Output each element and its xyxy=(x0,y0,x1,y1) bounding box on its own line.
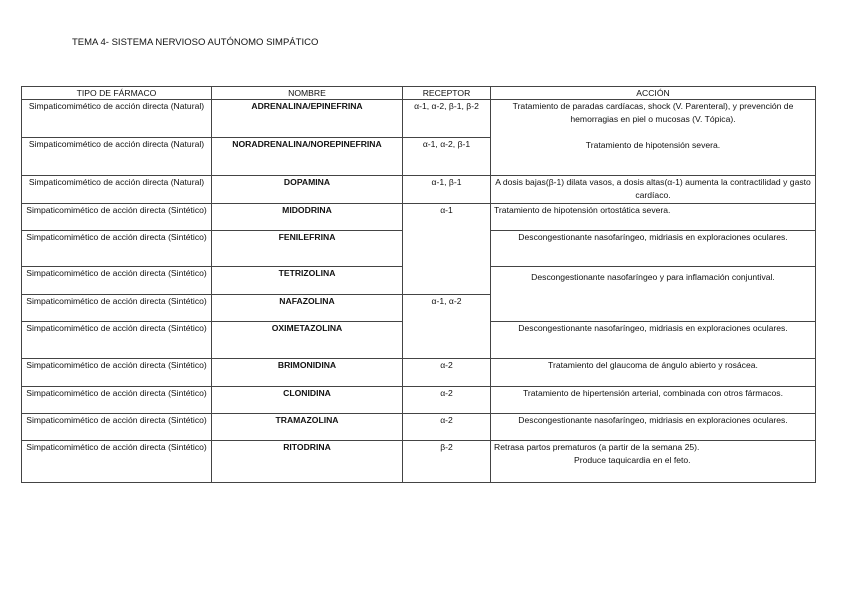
table-header-row xyxy=(22,87,816,100)
table-row xyxy=(22,100,816,138)
cell-tipo: Simpaticomimético de acción directa (Natural) xyxy=(22,138,212,176)
cell-receptor: α-2 xyxy=(403,414,491,441)
cell-nombre: OXIMETAZOLINA xyxy=(212,322,403,359)
cell-nombre: NORADRENALINA/NOREPINEFRINA xyxy=(212,138,403,176)
cell-tipo: Simpaticomimético de acción directa (Sintético) xyxy=(22,267,212,295)
header-tipo: TIPO DE FÁRMACO xyxy=(22,87,212,100)
cell-tipo: Simpaticomimético de acción directa (Sintético) xyxy=(22,231,212,267)
cell-accion: Descongestionante nasofaríngeo, midriasis en exploraciones oculares. xyxy=(491,414,816,441)
table-row xyxy=(22,387,816,414)
cell-nombre: FENILEFRINA xyxy=(212,231,403,267)
cell-nombre: TRAMAZOLINA xyxy=(212,414,403,441)
cell-accion: Descongestionante nasofaríngeo, midriasis en exploraciones oculares. xyxy=(491,231,816,267)
cell-accion xyxy=(491,100,816,176)
cell-tipo: Simpaticomimético de acción directa (Sintético) xyxy=(22,387,212,414)
cell-accion: Descongestionante nasofaríngeo, midriasis en exploraciones oculares. xyxy=(491,322,816,359)
cell-nombre: CLONIDINA xyxy=(212,387,403,414)
cell-tipo: Simpaticomimético de acción directa (Sintético) xyxy=(22,359,212,387)
cell-receptor: α-1 xyxy=(403,204,491,295)
cell-tipo: Simpaticomimético de acción directa (Natural) xyxy=(22,100,212,138)
cell-receptor: α-1, α-2 xyxy=(403,295,491,359)
cell-tipo: Simpaticomimético de acción directa (Sintético) xyxy=(22,322,212,359)
document-title: TEMA 4- SISTEMA NERVIOSO AUTÓNOMO SIMPÁTICO xyxy=(72,37,319,48)
accion-text: Tratamiento de hipotensión severa. xyxy=(585,140,721,150)
cell-tipo: Simpaticomimético de acción directa (Sintético) xyxy=(22,204,212,231)
table-row xyxy=(22,176,816,204)
table-row xyxy=(22,204,816,231)
header-receptor: RECEPTOR xyxy=(403,87,491,100)
cell-tipo: Simpaticomimético de acción directa (Sintético) xyxy=(22,414,212,441)
cell-tipo: Simpaticomimético de acción directa (Natural) xyxy=(22,176,212,204)
accion-text: Tratamiento de paradas cardíacas, shock (V. Parenteral), y prevención de hemorragias en piel o mucosas (V. Tópica). xyxy=(512,101,794,124)
cell-accion: Tratamiento del glaucoma de ángulo abierto y rosácea. xyxy=(491,359,816,387)
cell-nombre: NAFAZOLINA xyxy=(212,295,403,322)
accion-text: Produce taquicardia en el feto. xyxy=(574,455,691,465)
drug-table xyxy=(21,86,816,483)
cell-accion: Tratamiento de hipertensión arterial, combinada con otros fármacos. xyxy=(491,387,816,414)
header-accion: ACCIÓN xyxy=(491,87,816,100)
cell-accion: Tratamiento de hipotensión ortostática severa. xyxy=(491,204,816,231)
cell-nombre: DOPAMINA xyxy=(212,176,403,204)
accion-text: Retrasa partos prematuros (a partir de la semana 25). xyxy=(494,442,700,452)
cell-receptor: α-1, α-2, β-1, β-2 xyxy=(403,100,491,138)
table-row xyxy=(22,414,816,441)
cell-accion: Descongestionante nasofaríngeo y para inflamación conjuntival. xyxy=(491,267,816,322)
cell-receptor: α-2 xyxy=(403,387,491,414)
table-row xyxy=(22,359,816,387)
table-row xyxy=(22,441,816,483)
cell-accion xyxy=(491,441,816,483)
cell-accion: A dosis bajas(β-1) dilata vasos, a dosis altas(α-1) aumenta la contractilidad y gasto cardíaco. xyxy=(491,176,816,204)
cell-receptor: α-1, β-1 xyxy=(403,176,491,204)
cell-nombre: BRIMONIDINA xyxy=(212,359,403,387)
cell-receptor: α-2 xyxy=(403,359,491,387)
cell-receptor: α-1, α-2, β-1 xyxy=(403,138,491,176)
cell-nombre: MIDODRINA xyxy=(212,204,403,231)
cell-nombre: ADRENALINA/EPINEFRINA xyxy=(212,100,403,138)
cell-receptor: β-2 xyxy=(403,441,491,483)
cell-tipo: Simpaticomimético de acción directa (Sintético) xyxy=(22,295,212,322)
cell-tipo: Simpaticomimético de acción directa (Sintético) xyxy=(22,441,212,483)
header-nombre: NOMBRE xyxy=(212,87,403,100)
cell-nombre: TETRIZOLINA xyxy=(212,267,403,295)
cell-nombre: RITODRINA xyxy=(212,441,403,483)
